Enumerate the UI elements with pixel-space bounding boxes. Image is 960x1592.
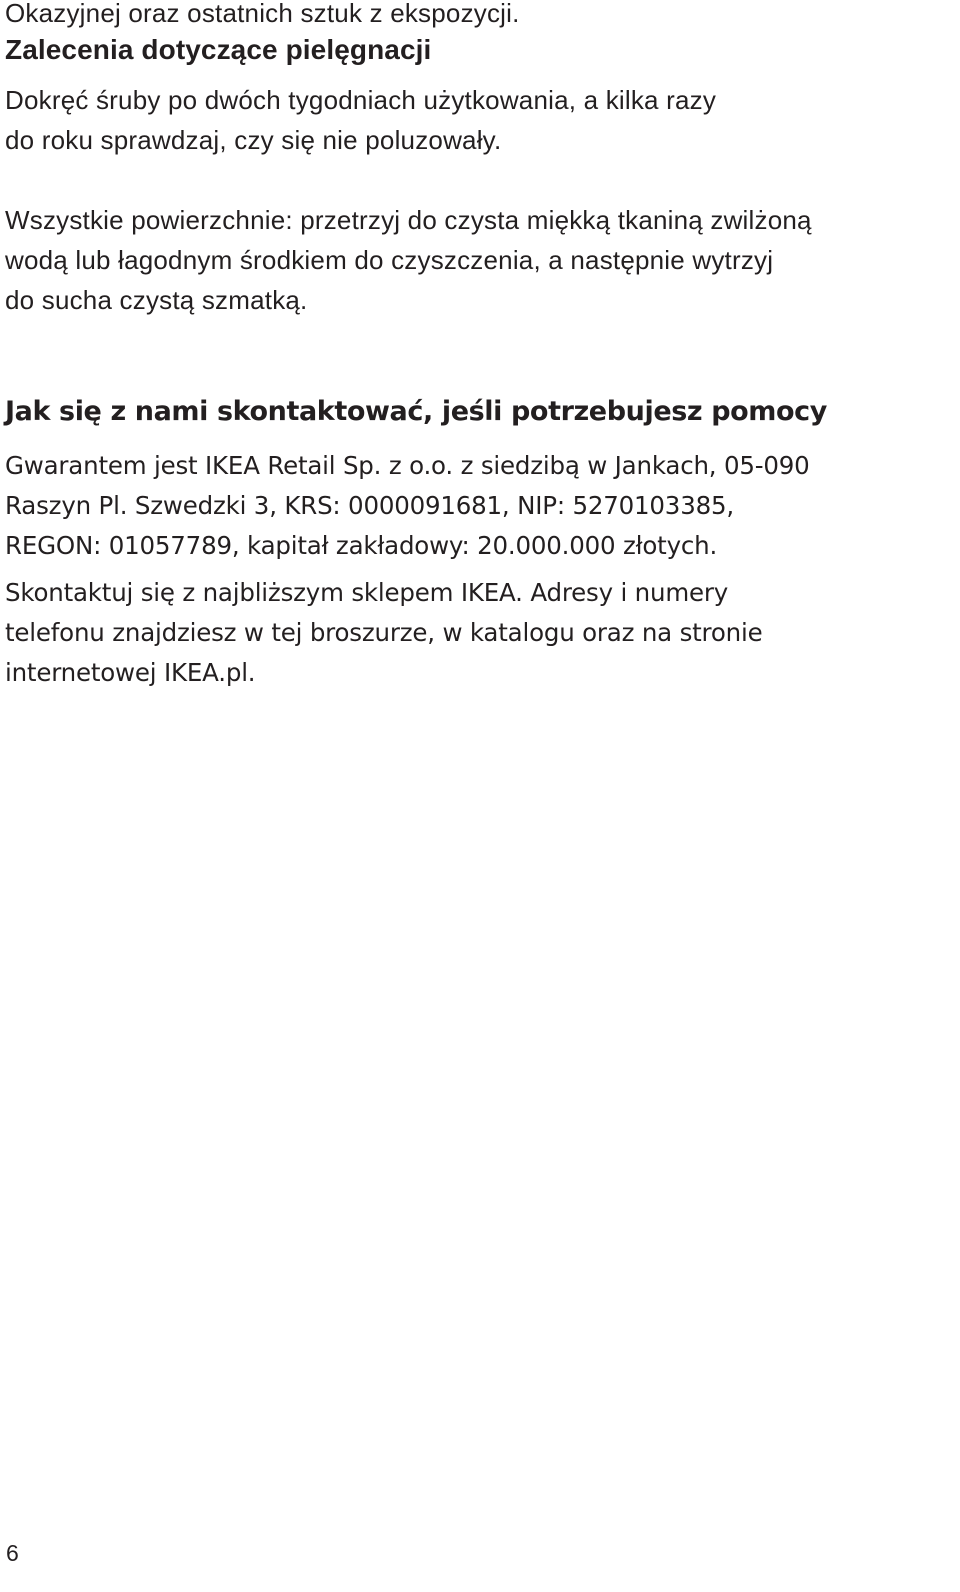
care-paragraph-2-line-3: do sucha czystą szmatką. — [5, 285, 308, 315]
care-paragraph-2-line-2: wodą lub łagodnym środkiem do czyszczenia, a następnie wytrzyj — [5, 245, 774, 275]
contact-heading: Jak się z nami skontaktować, jeśli potrzebujesz pomocy — [5, 396, 827, 427]
page-number: 6 — [6, 1540, 19, 1566]
care-paragraph-1-line-2: do roku sprawdzaj, czy się nie poluzowały. — [5, 125, 502, 155]
care-paragraph-2-line-1: Wszystkie powierzchnie: przetrzyj do czysta miękką tkaniną zwilżoną — [5, 205, 812, 235]
intro-line: Okazyjnej oraz ostatnich sztuk z ekspozycji. — [5, 0, 520, 28]
contact-paragraph-2-line-2: telefonu znajdziesz w tej broszurze, w katalogu oraz na stronie — [5, 618, 763, 647]
contact-paragraph-1-line-2: Raszyn Pl. Szwedzki 3, KRS: 0000091681, NIP: 5270103385, — [5, 491, 734, 520]
contact-paragraph-2-line-1: Skontaktuj się z najbliższym sklepem IKEA. Adresy i numery — [5, 578, 729, 607]
contact-paragraph-2-line-3: internetowej IKEA.pl. — [5, 658, 256, 687]
care-paragraph-1-line-1: Dokręć śruby po dwóch tygodniach użytkowania, a kilka razy — [5, 85, 717, 115]
care-heading: Zalecenia dotyczące pielęgnacji — [5, 34, 432, 65]
contact-paragraph-1-line-3: REGON: 01057789, kapitał zakładowy: 20.000.000 złotych. — [5, 531, 718, 560]
contact-paragraph-1-line-1: Gwarantem jest IKEA Retail Sp. z o.o. z siedzibą w Jankach, 05-090 — [5, 451, 810, 480]
